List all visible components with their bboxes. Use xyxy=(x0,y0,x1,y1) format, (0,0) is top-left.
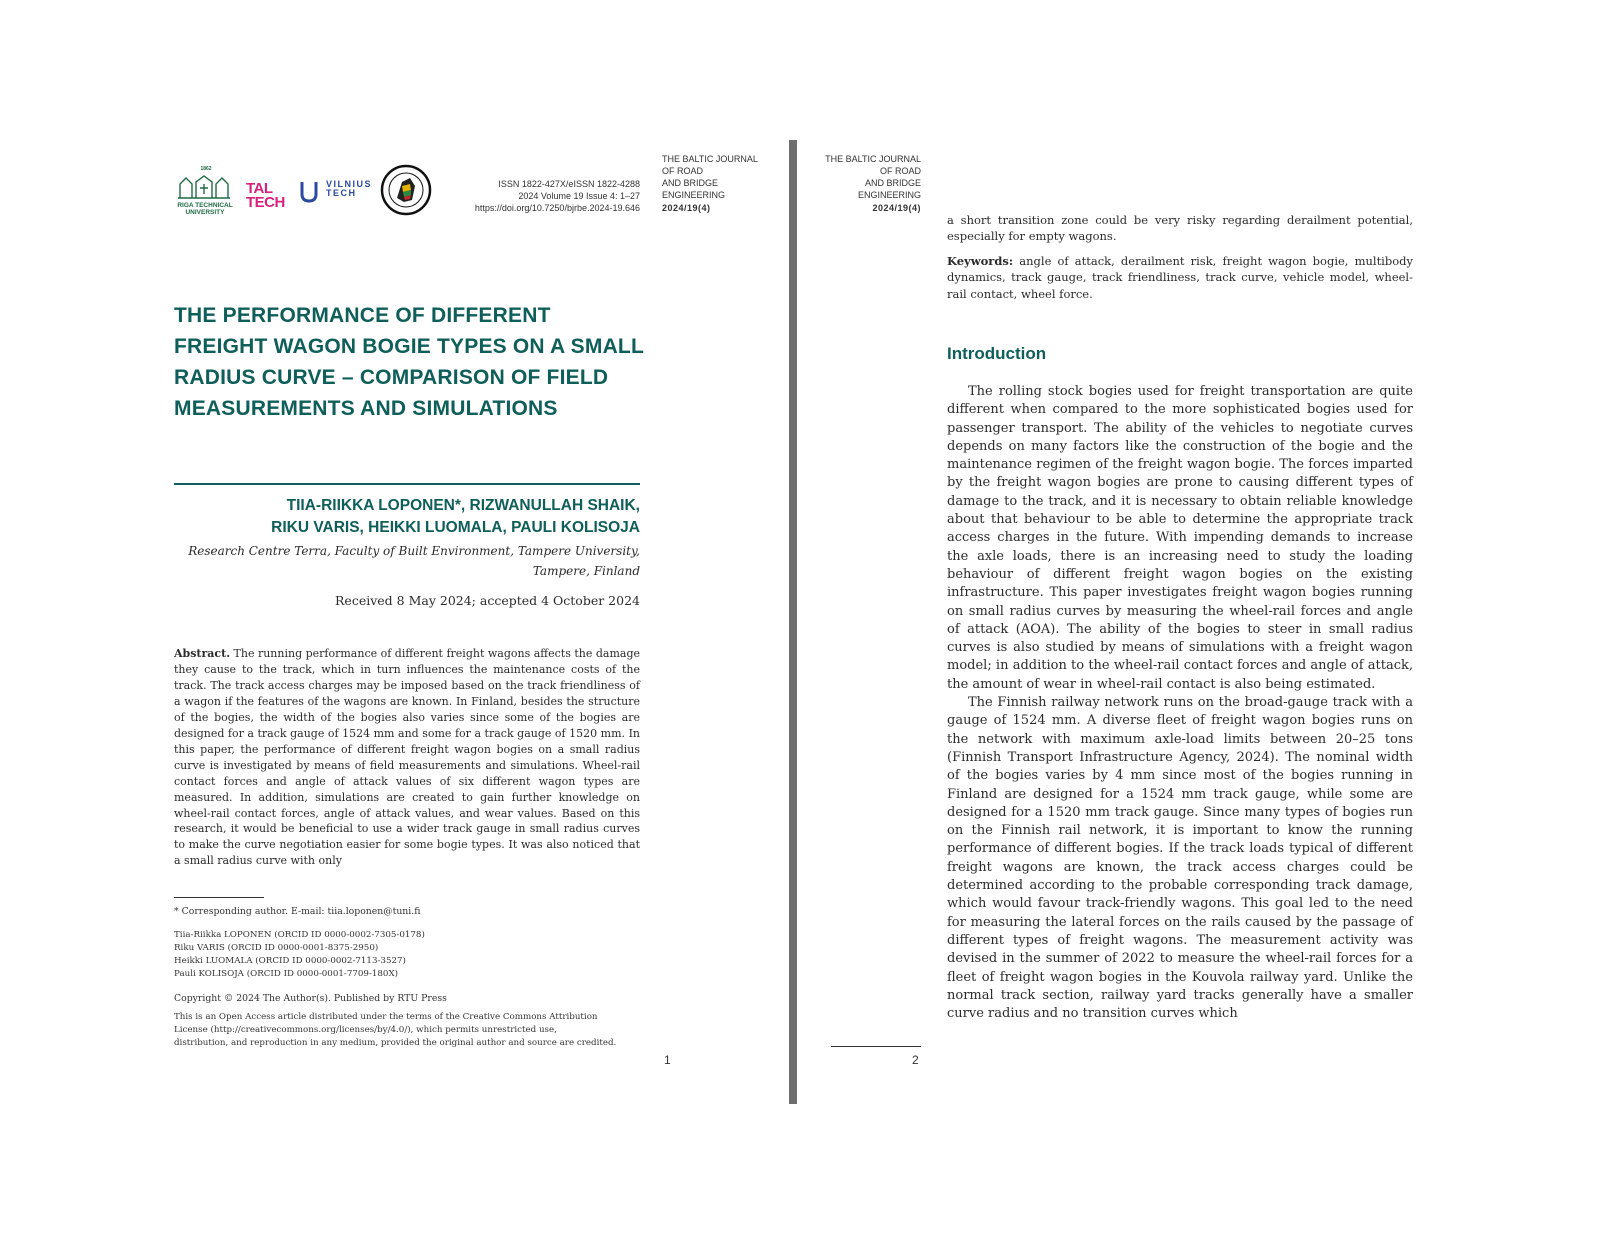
page-1 xyxy=(0,0,789,1238)
taltech-top: TAL xyxy=(246,180,273,197)
journal-name-page1: THE BALTIC JOURNAL OF ROAD AND BRIDGE ENGINEERING 2024/19(4) xyxy=(662,154,758,213)
abstract-text: The running performance of different freight wagons affects the damage they cause to the track, which in turn influences the maintenance costs of the track. The track access charges may be imposed based on the track friendliness of a wagon if the features of the wagons are known. In Finland, besides the structure of the bogies, the width of the bogies also varies since some of the bogies are designed for a track gauge of 1524 mm and some for a track gauge of 1520 mm. In this paper, the performance of different freight wagon bogies on a small radius curve is investigated by means of field measurements and simulations. Wheel-rail contact forces and angle of attack values of six different wagon types are measured. In addition, simulations are created to gain further knowledge on wheel-rail contact forces, angle of attack values, and wear values. Based on this research, it would be beneficial to use a wider track gauge in small radius curves to make the curve negotiation easier for some bogie types. It was also noticed that a small radius curve with only xyxy=(174,647,640,868)
corresponding-author: * Corresponding author. E-mail: tiia.loponen@tuni.fi xyxy=(174,906,421,917)
journal-name-page2: THE BALTIC JOURNAL OF ROAD AND BRIDGE ENGINEERING 2024/19(4) xyxy=(825,154,921,213)
taltech-bottom: TECH xyxy=(246,194,285,211)
page-2 xyxy=(797,0,1600,1238)
keywords-text: angle of attack, derailment risk, freight wagon bogie, multibody dynamics, track gauge, track friendliness, track curve, vehicle model, wheel-rail contact, wheel force. xyxy=(947,254,1414,301)
vilnius-line1: VILNIUS xyxy=(326,179,373,189)
rtu-year: 1862 xyxy=(200,166,212,172)
doi-link[interactable]: https://doi.org/10.7250/bjrbe.2024-19.646 xyxy=(474,203,640,213)
received-dates: Received 8 May 2024; accepted 4 October 2024 xyxy=(335,593,640,608)
vilnius-line2: TECH xyxy=(326,188,357,198)
issn-block xyxy=(420,178,640,214)
page-number-1: 1 xyxy=(664,1053,671,1067)
rtu-crest-icon xyxy=(176,172,232,202)
abstract xyxy=(174,646,640,869)
keywords-label: Keywords: xyxy=(947,254,1014,268)
license: This is an Open Access article distributed under the terms of the Creative Commons Attribution License (http://creativecommons.org/licenses/by/4.0/), which permits unrestricted use, distribution, and reproduction in any medium, provided the original author and source are credited. xyxy=(174,1012,617,1048)
authors: TIIA-RIIKKA LOPONEN*, RIZWANULLAH SHAIK, RIKU VARIS, HEIKKI LUOMALA, PAULI KOLISOJA xyxy=(271,497,640,536)
orcid-list: Tiia-Riikka LOPONEN (ORCID ID 0000-0002-7305-0178) Riku VARIS (ORCID ID 0000-0001-8375-2950) Heikki LUOMALA (ORCID ID 0000-0002-7113-3527) Pauli KOLISOJA (ORCID ID 0000-0001-7709-180X) xyxy=(174,930,425,979)
intro-paragraph-1: The rolling stock bogies used for freight transportation are quite different when compared to the more sophisticated bogies used for passenger transport. The ability of the vehicles to negotiate curves depends on many factors like the construction of the bogie and the maintenance regimen of the freight wagon bogie. The forces imparted by the freight wagon bogies are prone to causing different types of damage to the track, and it is necessary to obtain reliable knowledge about that behaviour to be able to determine the appropriate track access charges in the future. With impending demands to increase the axle loads, there is an increasing need to study the loading behaviour of different freight wagon bogies on the existing infrastructure. This paper investigates freight wagon bogies running on small radius curves by measuring the wheel-rail forces and angle of attack (AOA). The ability of the bogies to steer in small radius curves is also studied by means of simulations with a freight wagon model; in addition to the wheel-rail contact forces and angle of attack, the amount of wear in wheel-rail contact is also being estimated. xyxy=(947,384,1413,692)
volume: 2024 Volume 19 Issue 4: 1–27 xyxy=(518,191,640,201)
rtu-logo xyxy=(176,166,236,216)
footer-rule xyxy=(831,1046,921,1047)
affiliation: Research Centre Terra, Faculty of Built Environment, Tampere University, Tampere, Finland xyxy=(188,544,640,578)
journal-issue: 2024/19(4) xyxy=(662,203,711,213)
rtu-name: RIGA TECHNICAL UNIVERSITY xyxy=(177,202,233,216)
keywords xyxy=(947,253,1413,302)
taltech-logo xyxy=(246,182,285,210)
copyright: Copyright © 2024 The Author(s). Published by RTU Press xyxy=(174,993,447,1004)
title-rule xyxy=(174,483,640,485)
intro-paragraph-2: The Finnish railway network runs on the broad-gauge track with a gauge of 1524 mm. A diverse fleet of freight wagon bogies runs on the network with maximum axle-load limits between 20–25 tons (Finnish Transport Infrastructure Agency, 2024). The nominal width of the bogies varies by 4 mm since most of the bogies running in Finland are designed for a 1524 mm track gauge, while some are designed for a 1520 mm track gauge. Since many types of bogies run on the Finnish rail network, it is important to know the running performance of different bogies. If the track loads typical of different freight wagons are known, the track access charges could be determined according to the probable corresponding track damage, which would favour track-friendly wagons. This goal led to the need for measuring the lateral forces on the rails caused by the passage of different types of freight wagons. The measurement activity was devised in the summer of 2022 to measure the wheel-rail forces for a fleet of freight wagon bogies in the Kouvola railway yard. Unlike the normal track section, railway yard tracks generally have a smaller curve radius and no transition curves which xyxy=(947,695,1413,1022)
paper-title: THE PERFORMANCE OF DIFFERENT FREIGHT WAGON BOGIE TYPES ON A SMALL RADIUS CURVE – COMPARISON OF FIELD MEASUREMENTS AND SIMULATIONS xyxy=(174,304,644,420)
vilnius-u-icon xyxy=(299,180,319,204)
journal-issue-2: 2024/19(4) xyxy=(872,203,921,213)
abstract-continued: a short transition zone could be very risky regarding derailment potential, especially for empty wagons. xyxy=(947,213,1413,244)
introduction-body xyxy=(947,383,1413,1023)
page-divider xyxy=(789,140,797,1104)
abstract-label: Abstract. xyxy=(174,647,231,660)
page-number-2: 2 xyxy=(912,1053,919,1067)
footnote-rule xyxy=(174,897,264,898)
introduction-heading: Introduction xyxy=(947,344,1047,363)
issn: ISSN 1822-427X/eISSN 1822-4288 xyxy=(498,179,640,189)
